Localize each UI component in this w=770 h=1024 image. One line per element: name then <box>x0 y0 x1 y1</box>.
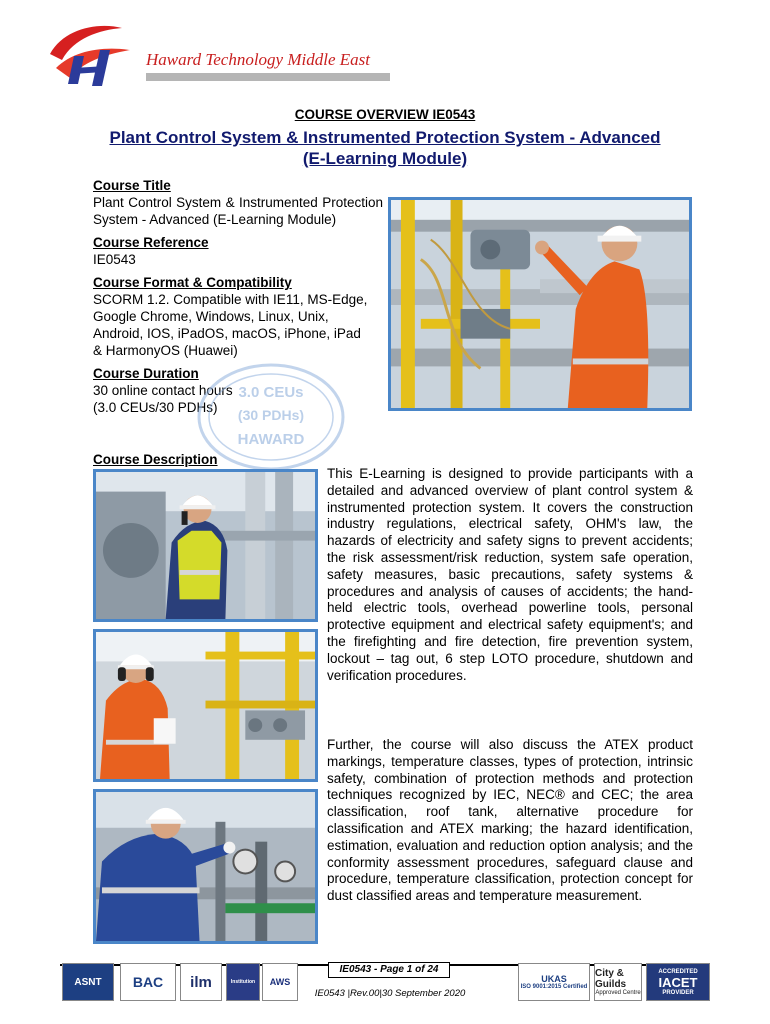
header-divider <box>146 73 390 81</box>
course-format-value: SCORM 1.2. Compatible with IE11, MS-Edge, Google Chrome, Windows, Linux, Unix, Android, IOS, iPadOS, macOS, iPhone, iPad & HarmonyOS (Huawei) <box>93 292 368 358</box>
photo-worker-valves <box>93 789 318 944</box>
asnt-logo: ASNT <box>62 963 114 1001</box>
aws-logo: AWS <box>262 963 298 1001</box>
course-format-block <box>93 274 383 359</box>
course-duration-line-2: (3.0 CEUs/30 PDHs) <box>93 400 218 415</box>
course-reference-block <box>93 234 383 268</box>
iacet-top: ACCREDITED <box>658 968 698 975</box>
page-number: IE0543 - Page 1 of 24 <box>328 962 450 978</box>
description-paragraph-1: This E-Learning is designed to provide participants with a detailed and advanced overview of plant control system & instrumented protection system. It covers the construction industry regulations, electrical safety, OHM's law, the hazards of electricity and safety signs to prevent accidents; the risk assessment/risk reduction, system safe operation, safety measures, basic precautions, safety systems & procedures and analysis of causes of accidents; the hand-held electric tools, overhead powerline tools, personal protective equipment and electrical safety equipment's; and the firefighting and fire detection, fire prevention system, lockout – tag out, 6 step LOTO procedure, shutdown and verification procedures. <box>327 466 693 683</box>
iacet-bottom: PROVIDER <box>662 989 694 996</box>
page-title <box>60 127 710 169</box>
company-name: Haward Technology Middle East <box>146 50 370 69</box>
description-paragraph-2: Further, the course will also discuss the ATEX product markings, temperature classes, types of protection, intrinsic safety, combination of protection methods and protection techniques recognized by IEC, NEC® and CEC; the area classification, roof tank, alternative procedure for classification and ATEX marking; the hazard identification, estimation, evaluation and reduction option analysis; and the conformity assessment procedures, safeguard clause and procedure, temperature classification, protection concept for dust classified areas and temperature measurement. <box>327 737 693 904</box>
ilm-logo: ilm <box>180 963 222 1001</box>
ukas-logo <box>518 963 590 1001</box>
course-duration-line-1: 30 online contact hours <box>93 383 233 398</box>
iacet-text: IACET <box>658 974 698 990</box>
bac-logo: BAC <box>120 963 176 1001</box>
course-reference-label: Course Reference <box>93 235 209 250</box>
ukas-logo-text: UKAS <box>541 974 567 984</box>
course-title-label: Course Title <box>93 178 171 193</box>
stamp-top-text: 3.0 CEUs <box>238 384 304 401</box>
city-guilds-text: City & Guilds <box>595 968 627 990</box>
stamp-mid-text: (30 PDHs) <box>237 407 305 423</box>
stamp-bottom-text: HAWARD <box>237 431 305 448</box>
company-logo <box>44 20 136 90</box>
course-description-label: Course Description <box>93 452 218 467</box>
course-duration-label: Course Duration <box>93 366 199 381</box>
city-guilds-logo <box>594 963 642 1001</box>
institution-logo: Institution <box>226 963 260 1001</box>
overview-title: COURSE OVERVIEW IE0543 <box>294 107 476 122</box>
photo-worker-clipboard <box>93 629 318 782</box>
course-title-block <box>93 177 383 228</box>
city-guilds-caption: Approved Centre <box>595 990 641 996</box>
photo-worker-radio <box>93 469 318 622</box>
ceu-stamp <box>196 362 346 472</box>
iso-caption: ISO 9001:2015 Certified <box>520 984 588 990</box>
iacet-logo <box>646 963 710 1001</box>
course-reference-value: IE0543 <box>93 252 136 267</box>
course-title-value: Plant Control System & Instrumented Protection System - Advanced (E-Learning Module) <box>93 195 383 227</box>
photo-engineer-instruments <box>388 197 692 411</box>
course-format-label: Course Format & Compatibility <box>93 275 292 290</box>
page-title-line-2: (E-Learning Module) <box>302 149 468 168</box>
page-title-line-1: Plant Control System & Instrumented Protection System - Advanced <box>109 128 661 147</box>
revision-info: IE0543 |Rev.00|30 September 2020 <box>314 988 466 999</box>
